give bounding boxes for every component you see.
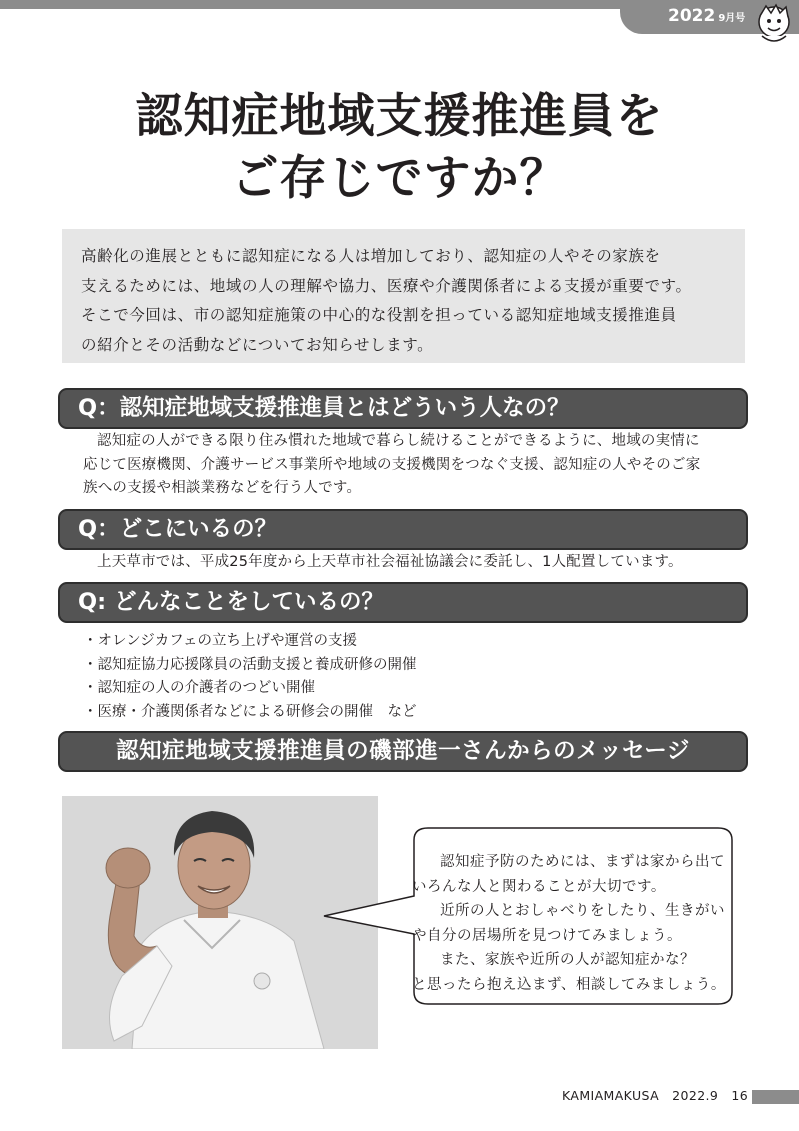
header-stripe [0, 0, 650, 9]
q2-line: 上天草市では、平成25年度から上天草市社会福祉協議会に委託し、1人配置しています。 [97, 554, 683, 570]
message-line: 認知症予防のためには、まずは家から出て [440, 854, 725, 870]
message-line: また、家族や近所の人が認知症かな？ [440, 952, 695, 969]
q1-heading: Q：認知症地域支援推進員とはどういう人なの？ [58, 388, 748, 429]
page-title [0, 86, 799, 210]
q1-answer [83, 430, 700, 501]
q3-list [83, 630, 417, 724]
q1-line: 応じて医療機関、介護サービス事業所や地域の支援機関をつなぐ支援、認知症の人やそのご家 [83, 456, 701, 473]
q1-line: 族への支援や相談業務などを行う人です。 [83, 480, 362, 496]
intro-box [62, 229, 745, 363]
footer-issue: 2022.9 [672, 1088, 719, 1103]
message-line: と思ったら抱え込まず、相談してみましょう。 [412, 976, 726, 993]
footer-publication: KAMIAMAKUSA [562, 1088, 660, 1103]
list-item: ・認知症の人の介護者のつどい開催 [83, 680, 315, 696]
intro-line: 支えるためには、地域の人の理解や協力、医療や介護関係者による支援が重要です。 [81, 276, 692, 295]
title-line-2: ご存じですか？ [231, 151, 568, 206]
message-heading: 認知症地域支援推進員の磯部進一さんからのメッセージ [58, 731, 748, 772]
list-item: ・医療・介護関係者などによる研修会の開催 など [83, 703, 417, 720]
footer-stripe [752, 1090, 799, 1104]
list-item: ・認知症協力応援隊員の活動支援と養成研修の開催 [83, 656, 417, 673]
intro-line: の紹介とその活動などについてお知らせします。 [81, 335, 434, 354]
issue-year: 2022 [668, 6, 716, 26]
list-item: ・オレンジカフェの立ち上げや運営の支援 [83, 633, 358, 649]
q1-line: 認知症の人ができる限り住み慣れた地域で暮らし続けることができるように、地域の実情に [97, 433, 700, 449]
message-text [412, 850, 726, 998]
mascot-icon [752, 2, 796, 46]
intro-line: 高齢化の進展とともに認知症になる人は増加しており、認知症の人やその家族を [81, 247, 661, 265]
title-line-1: 認知症地域支援推進員を [135, 89, 664, 144]
issue-month: 9月号 [718, 13, 746, 24]
intro-line: そこで今回は、市の認知症施策の中心的な役割を担っている認知症地域支援推進員 [81, 306, 677, 325]
message-line: 近所の人とおしゃべりをしたり、生きがい [440, 903, 725, 920]
message-line: いろんな人と関わることが大切です。 [412, 878, 666, 895]
page-footer [562, 1088, 748, 1103]
page-number: 16 [731, 1088, 749, 1103]
q3-heading: Q: どんなことをしているの？ [58, 582, 748, 623]
issue-label [668, 6, 745, 26]
q2-heading: Q：どこにいるの？ [58, 509, 748, 550]
q2-answer [83, 551, 683, 575]
message-line: や自分の居場所を見つけてみましょう。 [412, 927, 682, 944]
